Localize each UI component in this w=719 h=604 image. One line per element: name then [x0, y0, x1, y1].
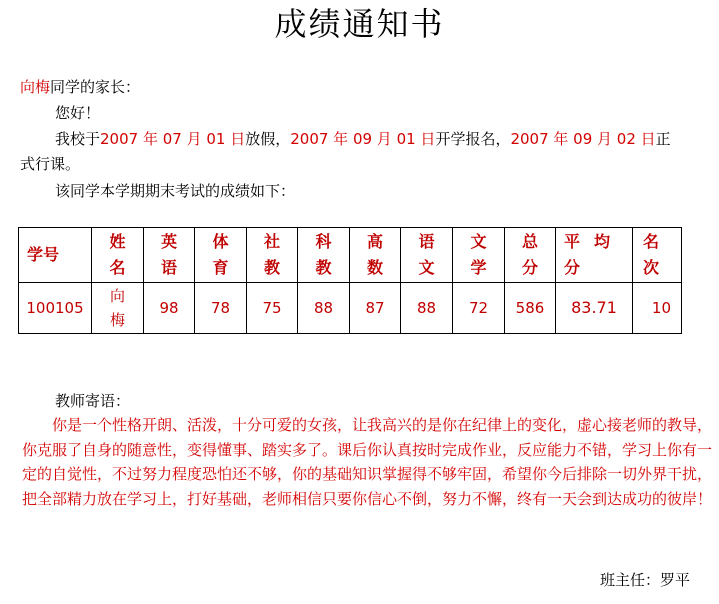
notice-text-4: 正 — [655, 130, 671, 148]
notice-line-1 — [55, 129, 671, 149]
header-cell — [247, 228, 298, 283]
header-cell — [144, 228, 195, 283]
header-text: 社教 — [263, 232, 280, 277]
comment-label: 教师寄语： — [55, 392, 131, 410]
header-text: 英语 — [160, 232, 177, 277]
score-cell: 88 — [298, 283, 350, 334]
score-cell: 88 — [401, 283, 453, 334]
header-text: 平均分 — [564, 232, 625, 277]
student-id-cell: 100105 — [19, 283, 92, 334]
notice-text-1: 我校于 — [55, 130, 101, 148]
notice-text-3: 开学报名， — [435, 130, 511, 148]
grades-table — [18, 227, 682, 334]
name-text: 向梅 — [109, 287, 125, 329]
header-text: 总分 — [521, 232, 538, 277]
greeting-suffix: 同学的家长： — [50, 78, 141, 96]
name-cell — [92, 283, 144, 334]
class-start-date: 2007 年 09 月 02 日 — [510, 130, 656, 148]
header-cell — [505, 228, 556, 283]
teacher-comment: 你是一个性格开朗、活泼，十分可爱的女孩，让我高兴的是你在纪律上的变化，虚心接老师的教导，你克服了自身的随意性，变得懂事、踏实多了。课后你认真按时完成作业，反应能力不错，学习上你有一定的自觉性，不过努力程度恐怕还不够，你的基础知识掌握得不够牢固，希望你今后排除一切外界干扰，把全部精力放在学习上，打好基础，老师相信只要你信心不倒，努力不懈，终有一天会到达成功的彼岸！ — [22, 416, 713, 508]
header-text: 体育 — [212, 232, 229, 277]
header-cell — [401, 228, 453, 283]
registration-date: 2007 年 09 月 01 日 — [290, 130, 436, 148]
score-cell: 75 — [247, 283, 298, 334]
average-cell: 83.71 — [556, 283, 633, 334]
header-cell — [350, 228, 401, 283]
page-title: 成绩通知书 — [274, 5, 445, 43]
score-cell: 98 — [144, 283, 195, 334]
header-cell — [556, 228, 633, 283]
header-cell — [633, 228, 682, 283]
total-cell: 586 — [505, 283, 556, 334]
header-text: 科教 — [315, 232, 332, 277]
notice-text-2: 放假， — [245, 130, 291, 148]
student-name: 向梅 — [20, 78, 51, 96]
header-cell — [298, 228, 350, 283]
header-text: 文学 — [470, 232, 487, 277]
greeting-line — [20, 77, 140, 97]
score-cell: 72 — [453, 283, 505, 334]
header-text: 名次 — [642, 232, 659, 277]
score-cell: 87 — [350, 283, 401, 334]
signature: 班主任：罗平 — [600, 571, 691, 589]
notice-line-2: 式行课。 — [20, 155, 81, 173]
header-text: 语文 — [418, 232, 435, 277]
table-row — [19, 283, 682, 334]
header-cell: 学号 — [19, 228, 92, 283]
intro-line: 该同学本学期期末考试的成绩如下： — [55, 182, 296, 200]
header-cell — [453, 228, 505, 283]
header-cell — [195, 228, 247, 283]
score-cell: 78 — [195, 283, 247, 334]
rank-cell: 10 — [633, 283, 682, 334]
header-text: 姓名 — [109, 232, 126, 277]
header-text: 高数 — [366, 232, 383, 277]
header-cell — [92, 228, 144, 283]
table-header-row — [19, 228, 682, 283]
holiday-date: 2007 年 07 月 01 日 — [100, 130, 246, 148]
hello-line: 您好！ — [55, 104, 101, 122]
